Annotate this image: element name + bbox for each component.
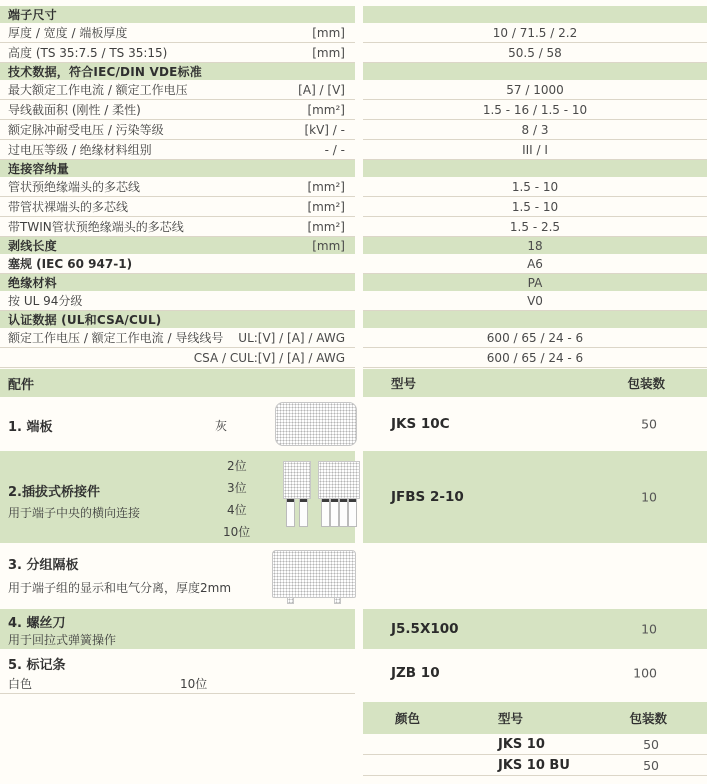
color-table-header: [363, 702, 707, 734]
section-value-bar: [363, 63, 707, 80]
pack-quantity: 50: [643, 757, 659, 773]
section-value-bar: [363, 311, 707, 328]
model-number: JKS 10C: [391, 416, 450, 432]
accessory-color-option: 灰: [215, 419, 228, 433]
spec-value: 10 / 71.5 / 2.2: [492, 25, 578, 40]
empty-cell: [0, 702, 355, 776]
accessory-position-option: 10位: [180, 677, 208, 691]
spec-row-insulated-ferrule: 管状预绝缘端头的多芯线 [mm²] 1.5 - 10: [0, 177, 707, 197]
accessories-header: [0, 369, 707, 397]
column-header-pack-qty: 包装数: [627, 376, 665, 391]
section-terminal-dimensions: [0, 6, 707, 23]
accessories-title: 配件: [8, 377, 35, 393]
section-value-bar: [363, 160, 707, 177]
section-value-bar: [363, 274, 707, 291]
spec-value: 1.5 - 10: [511, 179, 559, 194]
column-header-color: 颜色: [395, 711, 421, 726]
table-row-jks10bu: [363, 755, 707, 776]
spec-row-ul-rating: 额定工作电压 / 额定工作电流 / 导线线号 UL:[V] / [A] / AWG 600 / 65 / 24 - 6: [0, 328, 707, 348]
bridge-connector-4pos-image: [318, 461, 360, 527]
accessory-row-partition-plate: [0, 546, 707, 606]
section-title: 连接容纳量: [8, 162, 70, 176]
accessory-description: 用于回拉式弹簧操作: [8, 633, 117, 647]
accessory-description: 用于端子中央的横向连接: [8, 506, 141, 520]
section-connection-capacity: [0, 160, 707, 177]
accessory-color-option: 白色: [8, 677, 33, 691]
section-value-bar: [363, 237, 707, 254]
model-number: JFBS 2-10: [391, 489, 464, 505]
spec-row-impulse-voltage: 额定脉冲耐受电压 / 污染等级 [kV] / - 8 / 3: [0, 120, 707, 140]
pack-quantity: 10: [641, 489, 657, 505]
section-strip-length: 剥线长度 [mm] 18: [0, 237, 707, 254]
model-number: J5.5X100: [391, 621, 459, 637]
spec-value: 1.5 - 10: [511, 199, 559, 214]
accessory-description: 用于端子组的显示和电气分离，厚度2mm: [8, 581, 232, 595]
section-value-bar: [363, 6, 707, 23]
pack-quantity: 50: [643, 736, 659, 752]
spec-value: V0: [527, 293, 543, 308]
spec-value: 600 / 65 / 24 - 6: [486, 330, 584, 345]
section-technical-data: [0, 63, 707, 80]
end-plate-image: [275, 402, 357, 446]
spec-value: 57 / 1000: [506, 82, 564, 97]
spec-value: III / I: [522, 142, 548, 157]
accessory-option-10pos: 10位: [223, 525, 251, 539]
spec-value: 1.5 - 16 / 1.5 - 10: [482, 102, 588, 117]
accessory-title: 1. 端板: [8, 420, 53, 435]
pack-quantity: 100: [633, 665, 657, 681]
spec-row-ul94: 按 UL 94分级 V0: [0, 291, 707, 311]
spec-value: PA: [527, 275, 543, 290]
accessory-title: 3. 分组隔板: [8, 558, 79, 573]
section-insulation-material: [0, 274, 707, 291]
accessory-option-4pos: 4位: [227, 503, 247, 517]
spec-value: 8 / 3: [521, 122, 549, 137]
section-title: 剥线长度: [8, 239, 57, 253]
section-title: 绝缘材料: [8, 276, 57, 290]
spec-row-rated-current-voltage: 最大额定工作电流 / 额定工作电压 [A] / [V] 57 / 1000: [0, 80, 707, 100]
column-header-pack-qty: 包装数: [629, 711, 667, 726]
accessory-row-screwdriver: [0, 609, 707, 649]
spec-value: 600 / 65 / 24 - 6: [486, 350, 584, 365]
bridge-connector-2pos-image: [283, 461, 311, 527]
model-number: JKS 10 BU: [498, 757, 570, 773]
empty-cell: [363, 546, 707, 606]
spec-row-height: 高度 (TS 35:7.5 / TS 35:15) [mm] 50.5 / 58: [0, 43, 707, 63]
column-header-model: 型号: [498, 711, 524, 726]
section-title: 端子尺寸: [8, 8, 57, 22]
spec-value: 1.5 - 2.5: [509, 219, 561, 234]
pack-quantity: 50: [641, 416, 657, 432]
table-row-jks10: [363, 734, 707, 755]
accessory-title: 2.插拔式桥接件: [8, 485, 100, 500]
spec-value: A6: [527, 256, 543, 271]
section-title: 认证数据 (UL和CSA/CUL): [8, 313, 162, 327]
model-number: JZB 10: [391, 665, 440, 681]
section-title: 技术数据，符合IEC/DIN VDE标准: [8, 65, 202, 79]
column-header-model: 型号: [391, 376, 417, 391]
section-certification-data: [0, 311, 707, 328]
spec-row-bare-ferrule: 带管状裸端头的多芯线 [mm²] 1.5 - 10: [0, 197, 707, 217]
color-order-table: [0, 702, 707, 776]
accessory-option-2pos: 2位: [227, 459, 247, 473]
spec-row-csa-rating: CSA / CUL:[V] / [A] / AWG 600 / 65 / 24 - 6: [0, 348, 707, 368]
spec-row-gauge: 塞规 (IEC 60 947-1) A6: [0, 254, 707, 274]
spec-row-cross-section: 导线截面积 (刚性 / 柔性) [mm²] 1.5 - 16 / 1.5 - 10: [0, 100, 707, 120]
accessory-title: 5. 标记条: [8, 658, 66, 673]
accessory-row-bridge-connector: [0, 451, 707, 543]
accessory-row-end-plate: [0, 400, 707, 448]
partition-plate-image: [272, 550, 356, 598]
spec-value: 18: [527, 238, 543, 253]
spec-value: 50.5 / 58: [508, 45, 562, 60]
pack-quantity: 10: [641, 621, 657, 637]
accessory-option-3pos: 3位: [227, 481, 247, 495]
model-number: JKS 10: [498, 736, 545, 752]
accessory-row-marking-strip: [0, 652, 707, 694]
spec-row-twin-ferrule: 带TWIN管状预绝缘端头的多芯线 [mm²] 1.5 - 2.5: [0, 217, 707, 237]
spec-row-overvoltage-category: 过电压等级 / 绝缘材料组别 - / - III / I: [0, 140, 707, 160]
spec-row-thickness: 厚度 / 宽度 / 端板厚度 [mm] 10 / 71.5 / 2.2: [0, 23, 707, 43]
accessory-title: 4. 螺丝刀: [8, 616, 66, 631]
